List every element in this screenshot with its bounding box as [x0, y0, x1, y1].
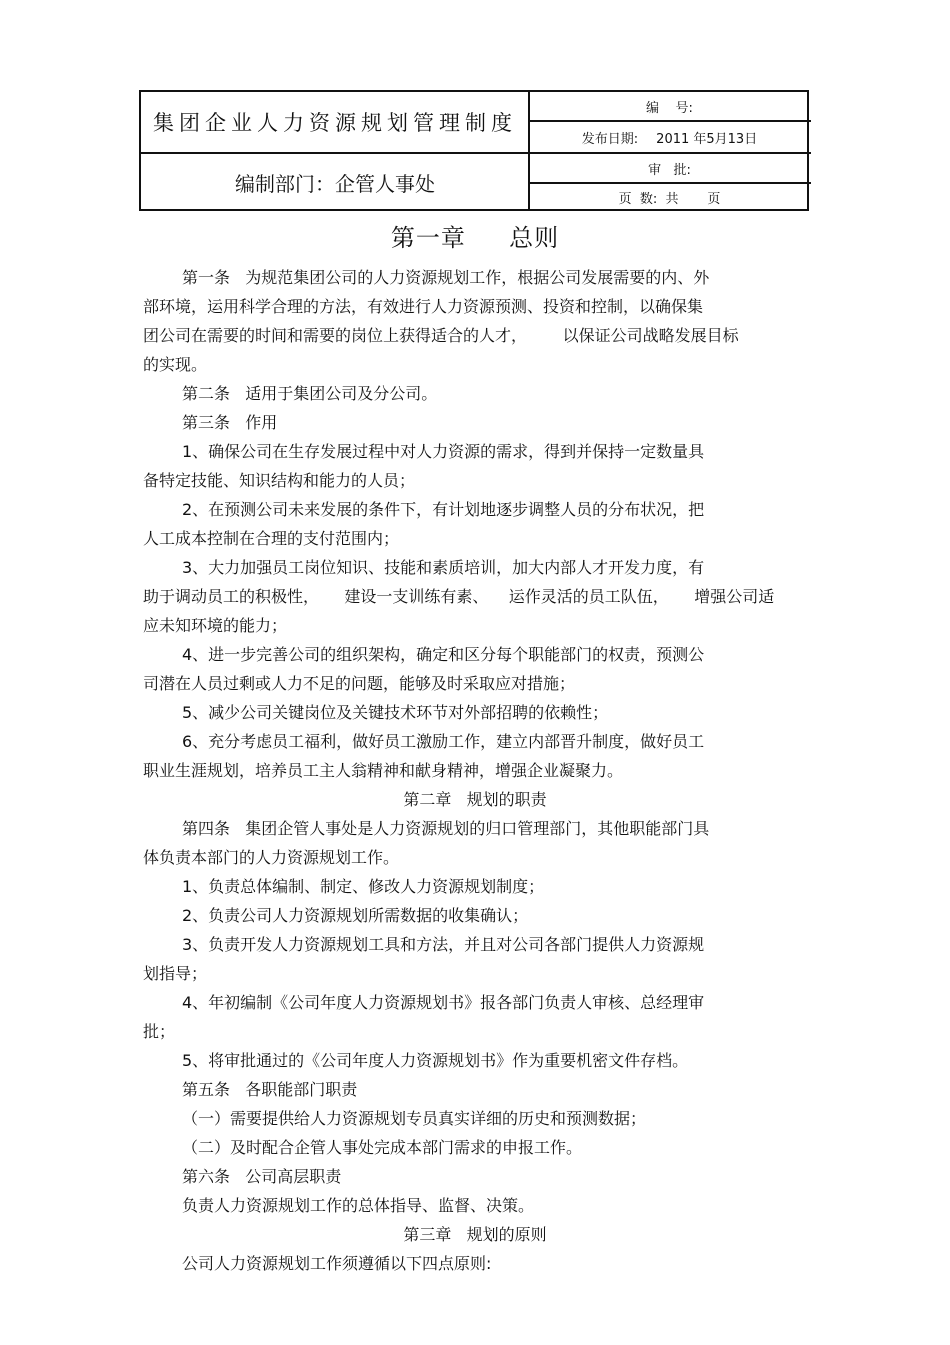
article-line: 的实现。 [143, 355, 208, 374]
document-header-table [139, 90, 809, 211]
article-line: 公司人力资源规划工作须遵循以下四点原则: [182, 1254, 492, 1273]
article-line: 第三条 作用 [182, 413, 278, 432]
article-line: 负责人力资源规划工作的总体指导、监督、决策。 [182, 1196, 535, 1215]
article-line: 团公司在需要的时间和需要的岗位上获得适合的人才， 以保证公司战略发展目标 [143, 326, 739, 345]
article-line: 划指导； [143, 964, 208, 983]
article-line: 2、在预测公司未来发展的条件下，有计划地逐步调整人员的分布状况，把 [182, 500, 705, 519]
article-line: 第六条 公司高层职责 [182, 1167, 342, 1186]
article-line: 备特定技能、知识结构和能力的人员； [143, 471, 416, 490]
article-line: 第一条 为规范集团公司的人力资源规划工作，根据公司发展需要的内、外 [182, 268, 710, 287]
article-line: 体负责本部门的人力资源规划工作。 [143, 848, 400, 867]
article-line: （一）需要提供给人力资源规划专员真实详细的历史和预测数据； [182, 1109, 647, 1128]
article-line: 4、年初编制《公司年度人力资源规划书》报各部门负责人审核、总经理审 [182, 993, 705, 1012]
department-label: 编制部门：企管人事处 [235, 171, 435, 196]
article-line: 助于调动员工的积极性， 建设一支训练有素、 运作灵活的员工队伍， 增强公司适 [143, 587, 775, 606]
chapter-one-title: 第一章 总则 [390, 224, 560, 252]
article-line: 部环境，运用科学合理的方法，有效进行人力资源预测、投资和控制，以确保集 [143, 297, 704, 316]
article-line: 5、减少公司关键岗位及关键技术环节对外部招聘的依赖性； [182, 703, 609, 722]
number-label: 编 号: [646, 100, 693, 116]
article-line: 2、负责公司人力资源规划所需数据的收集确认； [182, 906, 529, 925]
release-date-value: 2011 年5月13日 [656, 131, 758, 147]
article-line: （二）及时配合企管人事处完成本部门需求的申报工作。 [182, 1138, 583, 1157]
article-line: 第二条 适用于集团公司及分公司。 [182, 384, 438, 403]
article-line: 6、充分考虑员工福利，做好员工激励工作，建立内部晋升制度，做好员工 [182, 732, 705, 751]
release-date-row [530, 122, 809, 152]
article-line: 1、确保公司在生存发展过程中对人力资源的需求，得到并保持一定数量具 [182, 442, 705, 461]
article-line: 职业生涯规划，培养员工主人翁精神和献身精神，增强企业凝聚力。 [143, 761, 624, 780]
article-line: 4、进一步完善公司的组织架构，确定和区分每个职能部门的权责，预测公 [182, 645, 705, 664]
article-line: 3、大力加强员工岗位知识、技能和素质培训，加大内部人才开发力度，有 [182, 558, 705, 577]
article-line: 人工成本控制在合理的支付范围内； [143, 529, 400, 548]
page-count-label: 页 数: 共 页 [618, 191, 721, 207]
document-title: 集团企业人力资源规划管理制度 [153, 111, 517, 135]
release-date-label: 发布日期: [581, 131, 639, 147]
article-line: 批； [143, 1022, 176, 1041]
article-line: 3、负责开发人力资源规划工具和方法，并且对公司各部门提供人力资源规 [182, 935, 705, 954]
article-line: 第五条 各职能部门职责 [182, 1080, 358, 1099]
chapter-two-title: 第二章 规划的职责 [403, 790, 547, 809]
chapter-three-title: 第三章 规划的原则 [403, 1225, 547, 1244]
approval-label: 审 批: [648, 162, 691, 178]
article-line: 5、将审批通过的《公司年度人力资源规划书》作为重要机密文件存档。 [182, 1051, 689, 1070]
article-line: 司潜在人员过剩或人力不足的问题，能够及时采取应对措施； [143, 674, 576, 693]
article-line: 1、负责总体编制、制定、修改人力资源规划制度； [182, 877, 545, 896]
article-line: 第四条 集团企管人事处是人力资源规划的归口管理部门，其他职能部门具 [182, 819, 710, 838]
article-line: 应未知环境的能力； [143, 616, 288, 635]
